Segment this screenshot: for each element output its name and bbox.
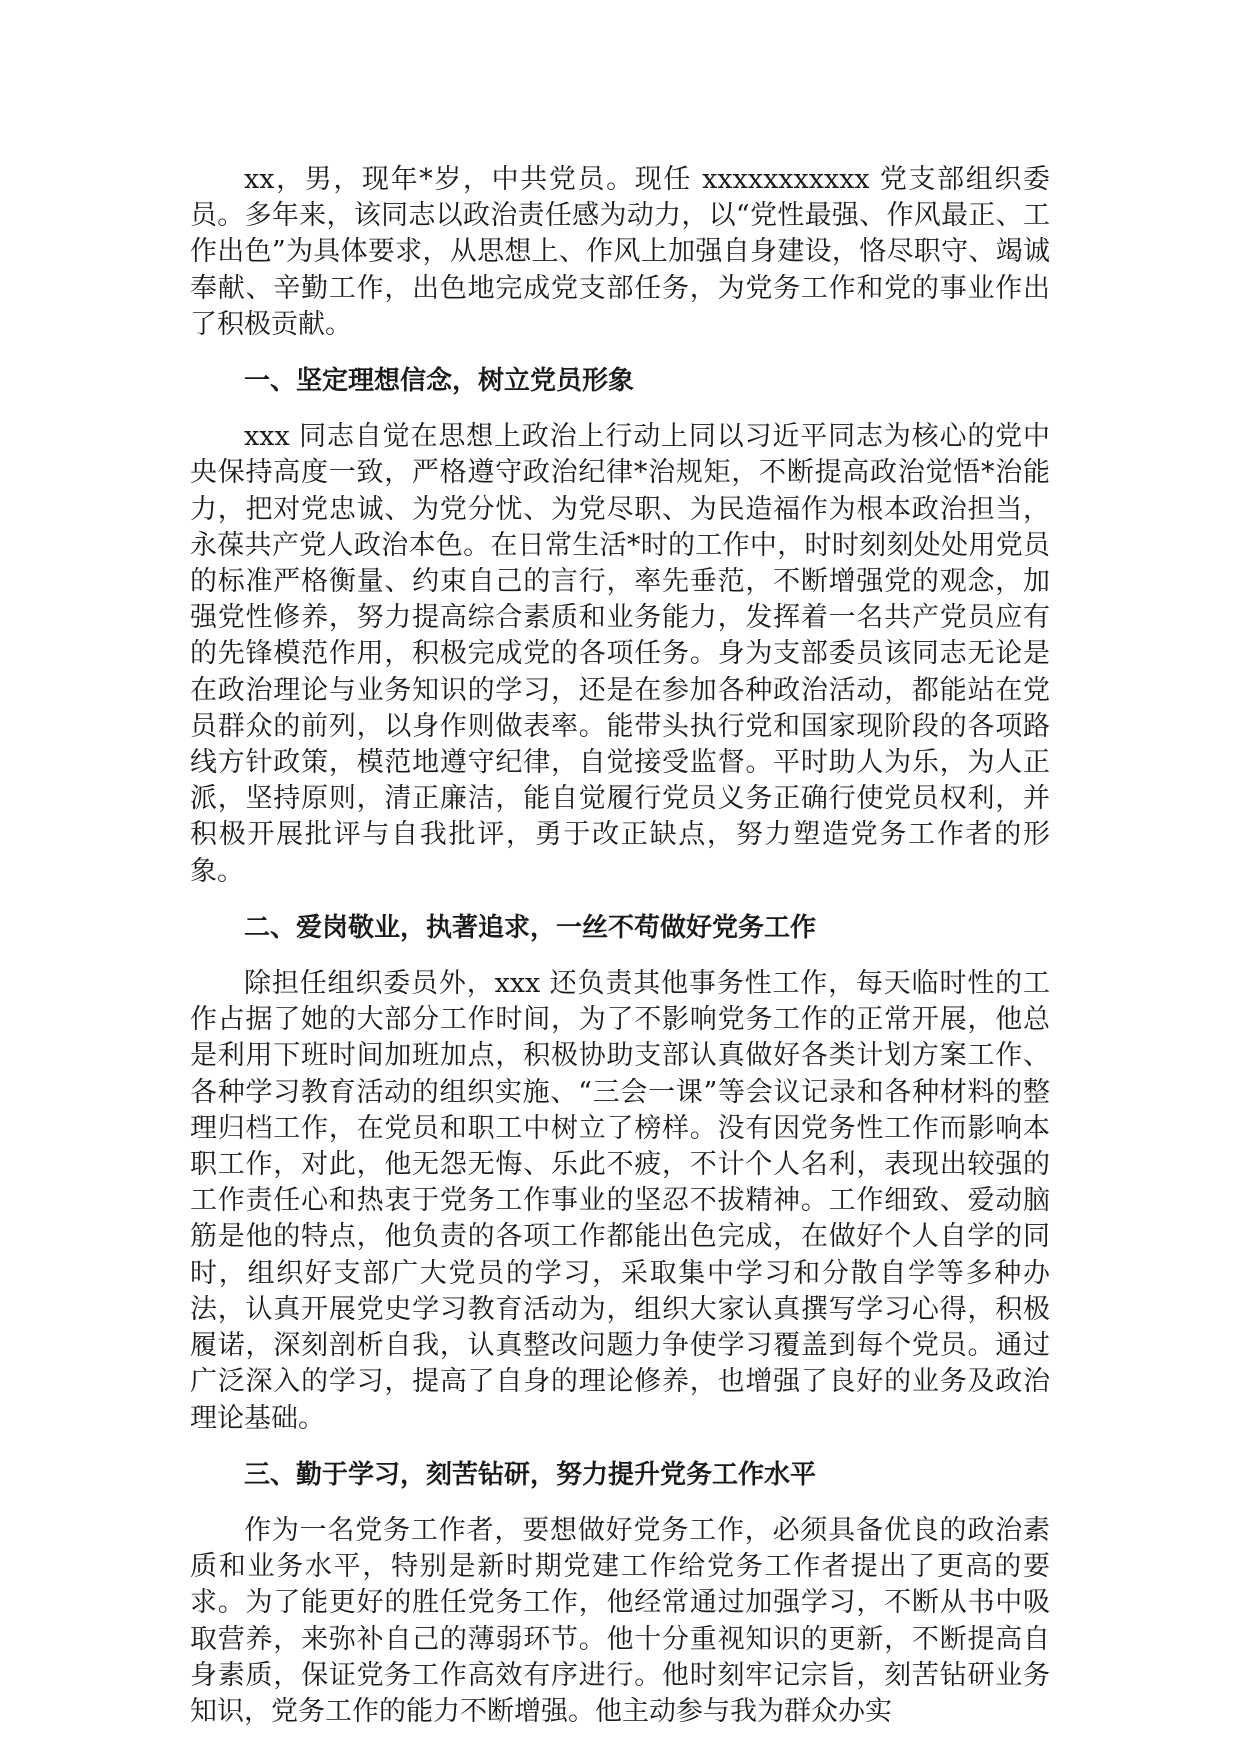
section-2-paragraph: 除担任组织委员外，xxx 还负责其他事务性工作，每天临时性的工作占据了她的大部分工作时间，为了不影响党务工作的正常开展，他总是利用下班时间加班加点，积极协助支部认真做好各类计划方案工作、各种学习教育活动的组织实施、“三会一课”等会议记录和各种材料的整理归档工作，在党员和职工中树立了榜样。没有因党务性工作而影响本职工作，对此，他无怨无悔、乐此不疲，不计个人名利，表现出较强的工作责任心和热衷于党务工作事业的坚忍不拔精神。工作细致、爱动脑筋是他的特点，他负责的各项工作都能出色完成，在做好个人自学的同时，组织好支部广大党员的学习，采取集中学习和分散自学等多种办法，认真开展党史学习教育活动为，组织大家认真撰写学习心得，积极履诺，深刻剖析自我，认真整改问题力争使学习覆盖到每个党员。通过广泛深入的学习，提高了自身的理论修养，也增强了良好的业务及政治理论基础。 [190, 968, 1050, 1434]
section-1-heading: 一、坚定理想信念，树立党员形象 [244, 366, 635, 397]
section-2-heading: 二、爱岗敬业，执著追求，一丝不苟做好党务工作 [244, 912, 817, 943]
document-body [190, 162, 1050, 1750]
section-3-paragraph: 作为一名党务工作者，要想做好党务工作，必须具备优良的政治素质和业务水平，特别是新时期党建工作给党务工作者提出了更高的要求。为了能更好的胜任党务工作，他经常通过加强学习，不断从书中吸取营养，来弥补自己的薄弱环节。他十分重视知识的更新，不断提高自身素质，保证党务工作高效有序进行。他时刻牢记宗旨，刻苦钻研业务知识，党务工作的能力不断增强。他主动参与我为群众办实 [190, 1514, 1050, 1727]
section-3-heading: 三、勤于学习，刻苦钻研，努力提升党务工作水平 [244, 1459, 817, 1490]
section-1-paragraph: xxx 同志自觉在思想上政治上行动上同以习近平同志为核心的党中央保持高度一致，严格遵守政治纪律*治规矩，不断提高政治觉悟*治能力，把对党忠诚、为党分忧、为党尽职、为民造福作为根本政治担当，永葆共产党人政治本色。在日常生活*时的工作中，时时刻刻处处用党员的标准严格衡量、约束自己的言行，率先垂范，不断增强党的观念，加强党性修养，努力提高综合素质和业务能力，发挥着一名共产党员应有的先锋模范作用，积极完成党的各项任务。身为支部委员该同志无论是在政治理论与业务知识的学习，还是在参加各种政治活动，都能站在党员群众的前列，以身作则做表率。能带头执行党和国家现阶段的各项路线方针政策，模范地遵守纪律，自觉接受监督。平时助人为乐，为人正派，坚持原则，清正廉洁，能自觉履行党员义务正确行使党员权利，并积极开展批评与自我批评，勇于改正缺点，努力塑造党务工作者的形象。 [190, 421, 1050, 887]
intro-paragraph: xx，男，现年*岁，中共党员。现任 xxxxxxxxxxx 党支部组织委员。多年来，该同志以政治责任感为动力，以“党性最强、作风最正、工作出色”为具体要求，从思想上、作风上加强自身建设，恪尽职守、竭诚奉献、辛勤工作，出色地完成党支部任务，为党务工作和党的事业作出了积极贡献。 [190, 164, 1050, 340]
